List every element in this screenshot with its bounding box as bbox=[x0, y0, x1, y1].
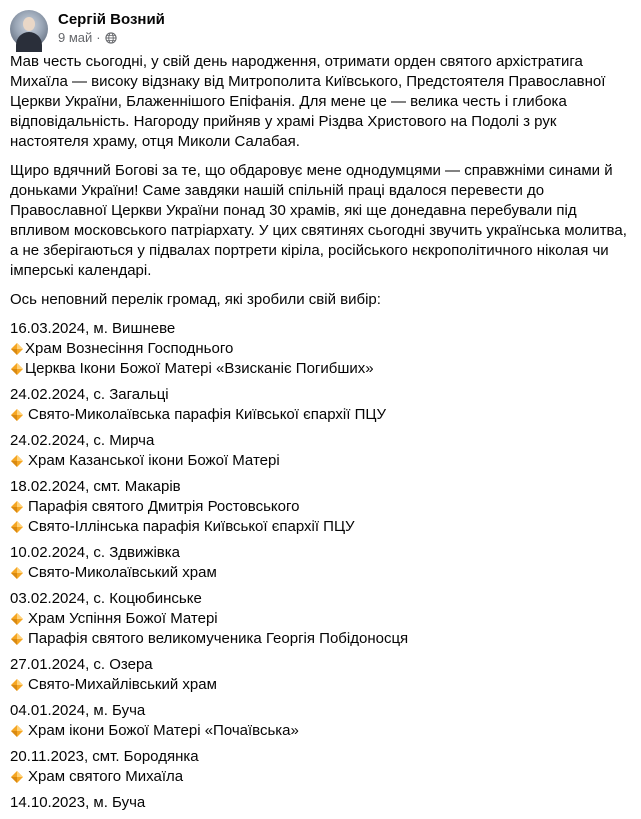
community-date: 10.02.2024, с. Здвижівка bbox=[10, 544, 180, 561]
post-text bbox=[10, 52, 630, 819]
community-date: 04.01.2024, м. Буча bbox=[10, 702, 146, 719]
community-date: 27.01.2024, с. Озера bbox=[10, 656, 153, 673]
community-name: Храм Казанської ікони Божої Матері bbox=[28, 452, 280, 469]
post-subline bbox=[58, 30, 165, 46]
community-name: Свято-Іллінська парафія Київської єпархії ПЦУ bbox=[28, 518, 355, 535]
community-date: 24.02.2024, с. Загальці bbox=[10, 386, 169, 403]
orange-diamond-icon bbox=[10, 632, 24, 646]
community-list bbox=[10, 319, 630, 813]
orange-diamond-icon bbox=[10, 408, 24, 422]
orange-diamond-icon bbox=[10, 362, 24, 376]
orange-diamond-icon bbox=[10, 612, 24, 626]
community-group bbox=[10, 589, 630, 649]
globe-icon[interactable] bbox=[105, 32, 117, 44]
separator-dot: · bbox=[96, 30, 101, 45]
orange-diamond-icon bbox=[10, 520, 24, 534]
list-item bbox=[10, 497, 630, 517]
list-item bbox=[10, 517, 630, 537]
community-name: Храм святого Михаїла bbox=[28, 768, 184, 785]
list-item bbox=[10, 563, 630, 583]
orange-diamond-icon bbox=[10, 500, 24, 514]
orange-diamond-icon bbox=[10, 678, 24, 692]
community-name: Храм ікони Божої Матері «Почаївська» bbox=[28, 722, 299, 739]
orange-diamond-icon bbox=[10, 342, 24, 356]
community-name: Храм Успіння Божої Матері bbox=[28, 610, 218, 627]
community-date: 03.02.2024, с. Коцюбинське bbox=[10, 590, 202, 607]
orange-diamond-icon bbox=[10, 770, 24, 784]
orange-diamond-icon bbox=[10, 454, 24, 468]
list-item bbox=[10, 675, 630, 695]
post-paragraph: Мав честь сьогодні, у свій день народження, отримати орден святого архістратига Михаїла — високу відзнаку від Митрополита Київського, Предстоятеля Православної Церкви України, Блаженнішого Епіфанія. Для мене це — велика честь і глибока відповідальність. Нагороду прийняв у храмі Різдва Христового на Подолі з рук настоятеля храму, отця Миколи Салабая. bbox=[10, 53, 606, 150]
community-date: 20.11.2023, смт. Бородянка bbox=[10, 748, 199, 765]
list-item bbox=[10, 767, 630, 787]
community-name: Храм Вознесіння Господнього bbox=[25, 340, 234, 357]
community-group bbox=[10, 747, 630, 787]
community-name: Свято-Михайлівський храм bbox=[28, 676, 217, 693]
list-item bbox=[10, 405, 630, 425]
orange-diamond-icon bbox=[10, 724, 24, 738]
author-name[interactable]: Сергій Возний bbox=[58, 11, 165, 28]
community-date: 16.03.2024, м. Вишневе bbox=[10, 320, 176, 337]
community-group bbox=[10, 701, 630, 741]
orange-diamond-icon bbox=[10, 566, 24, 580]
community-date: 14.10.2023, м. Буча bbox=[10, 794, 146, 811]
community-date: 24.02.2024, с. Мирча bbox=[10, 432, 155, 449]
community-group bbox=[10, 477, 630, 537]
list-item bbox=[10, 629, 630, 649]
list-item bbox=[10, 721, 630, 741]
list-item bbox=[10, 609, 630, 629]
community-name: Парафія святого великомученика Георгія Побідоносця bbox=[28, 630, 409, 647]
community-group bbox=[10, 319, 630, 379]
community-name: Свято-Миколаївський храм bbox=[28, 564, 217, 581]
post-meta bbox=[58, 10, 165, 46]
community-group bbox=[10, 385, 630, 425]
post-paragraph: Щиро вдячний Богові за те, що обдаровує мене однодумцями — справжніми синами й доньками України! Саме завдяки нашій спільній праці вдалося перевести до Православної Церкви України понад 30 храмів, які ще донедавна перебували під впливом московського патріархату. У цих святинях сьогодні звучить українська молитва, а не зберігаються у підвалах портрети кіріла, російського нєкрополітичного ніколая чи імперські календарі. bbox=[10, 162, 627, 279]
post-date[interactable]: 9 май bbox=[58, 30, 93, 45]
community-group bbox=[10, 431, 630, 471]
list-item bbox=[10, 339, 630, 359]
community-group bbox=[10, 655, 630, 695]
community-date: 18.02.2024, смт. Макарів bbox=[10, 478, 181, 495]
community-name: Церква Ікони Божої Матері «Взисканіє Погибших» bbox=[25, 360, 374, 377]
list-item bbox=[10, 359, 630, 379]
community-group bbox=[10, 793, 630, 813]
post-header bbox=[10, 10, 165, 48]
list-item bbox=[10, 451, 630, 471]
community-name: Свято-Миколаївська парафія Київської єпархії ПЦУ bbox=[28, 406, 386, 423]
author-avatar[interactable] bbox=[10, 10, 48, 48]
community-group bbox=[10, 543, 630, 583]
community-name: Парафія святого Дмитрія Ростовського bbox=[28, 498, 300, 515]
post-paragraph: Ось неповний перелік громад, які зробили свій вибір: bbox=[10, 291, 381, 308]
